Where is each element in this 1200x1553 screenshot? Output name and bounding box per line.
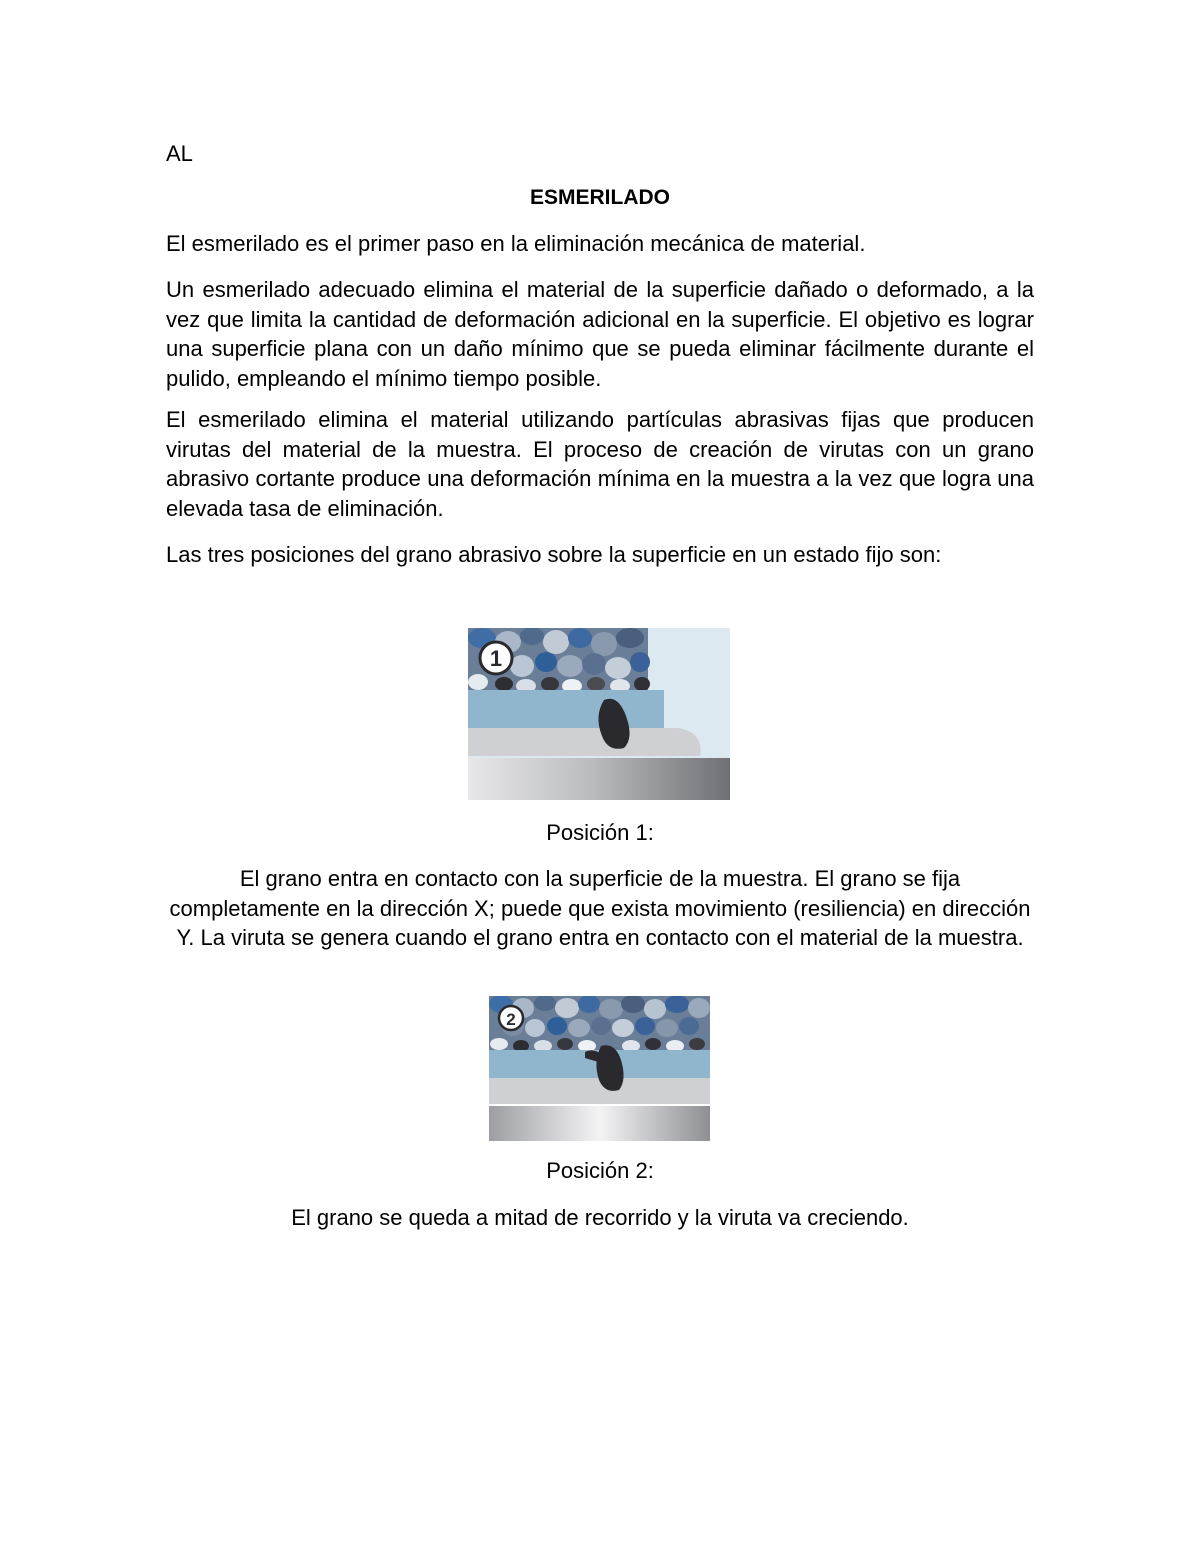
document-title: ESMERILADO [529, 186, 670, 209]
paragraph-process: El esmerilado elimina el material utilizando partículas abrasivas fijas que producen virutas del material de la muestra. El proceso de creación de virutas con un grano abrasivo cortante produce una deformación mínima en la muestra a la vez que logra una elevada tasa de eliminación. [166, 407, 1034, 521]
author-initials: AL [166, 141, 193, 166]
document-page [166, 0, 1034, 1553]
sample-surface [468, 728, 701, 756]
caption-position-1: Posición 1: [546, 820, 654, 845]
grinding-diagram-2 [489, 996, 710, 1141]
paragraph-purpose: Un esmerilado adecuado elimina el material de la superficie dañado o deformado, a la vez que limita la cantidad de deformación adicional en la superficie. El objetivo es lograr una superficie plana con un daño mínimo que se pueda eliminar fácilmente durante el pulido, empleando el mínimo tiempo posible. [166, 277, 1034, 391]
base-plate [468, 758, 730, 800]
figure-position-2 [489, 996, 710, 1141]
position-badge-2 [499, 1006, 523, 1030]
description-position-2: El grano se queda a mitad de recorrido y la viruta va creciendo. [291, 1205, 909, 1230]
sample-surface [489, 1078, 710, 1104]
description-position-1: El grano entra en contacto con la superficie de la muestra. El grano se fija completamente en la dirección X; puede que exista movimiento (resiliencia) en dirección Y. La viruta se genera cuando el grano entra en contacto con el material de la muestra. [169, 866, 1031, 950]
grinding-diagram-1 [468, 628, 730, 800]
abrasive-backing [468, 690, 664, 728]
badge-number-2: 2 [506, 1010, 516, 1029]
base-plate [489, 1106, 710, 1141]
paragraph-intro: El esmerilado es el primer paso en la eliminación mecánica de material. [166, 231, 866, 256]
badge-number-1: 1 [489, 646, 503, 671]
caption-position-2: Posición 2: [546, 1158, 654, 1183]
position-badge-1 [480, 642, 512, 674]
paragraph-positions-intro: Las tres posiciones del grano abrasivo sobre la superficie en un estado fijo son: [166, 542, 942, 567]
figure-position-1 [468, 628, 730, 800]
